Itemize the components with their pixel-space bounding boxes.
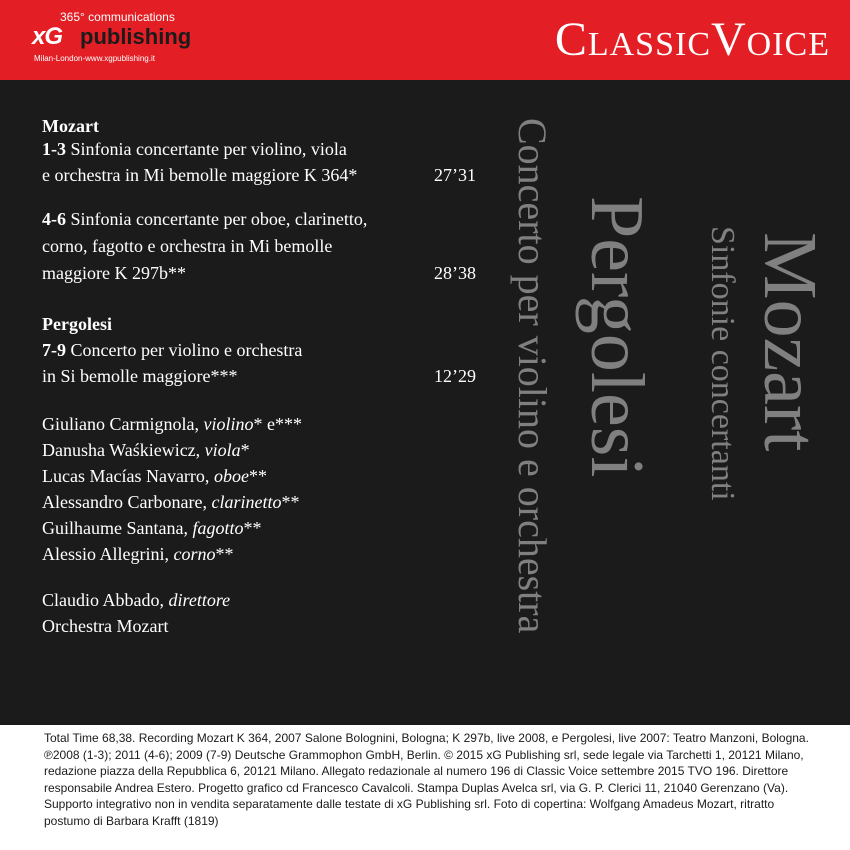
track-title: Sinfonia concertante per oboe, clarinetto, <box>66 209 368 229</box>
xg-publishing-logo <box>32 8 232 74</box>
track-title: Concerto per violino e orchestra <box>66 340 303 360</box>
composer-heading: Pergolesi <box>42 314 112 334</box>
performer-line: Guilhaume Santana, fagotto** <box>42 518 262 538</box>
cover-subtitle-concerto: Concerto per violino e orchestra <box>510 118 555 634</box>
track-title: Sinfonia concertante per violino, viola <box>66 139 347 159</box>
cover-title-pergolesi: Pergolesi <box>575 196 659 478</box>
performer-line: Alessandro Carbonare, clarinetto** <box>42 492 300 512</box>
track-1-3-duration: 27’31 <box>434 165 476 185</box>
performer-line: Giuliano Carmignola, violino* e*** <box>42 414 302 434</box>
cover-subtitle-sinfonie: Sinfonie concertanti <box>704 226 741 501</box>
logo-publishing: publishing <box>80 24 192 49</box>
track-4-6-duration: 28’38 <box>434 263 476 283</box>
cover-title-mozart: Mozart <box>748 232 832 452</box>
logo-xg: xG <box>32 23 63 50</box>
composer-heading: Mozart <box>42 116 99 136</box>
track-number: 1-3 <box>42 139 66 159</box>
logo-tagline: 365° communications <box>60 10 175 24</box>
track-number: 7-9 <box>42 340 66 360</box>
header-bar <box>0 0 850 80</box>
track-7-9-line-2: in Si bemolle maggiore*** <box>42 366 238 386</box>
track-7-9-duration: 12’29 <box>434 366 476 386</box>
classic-voice-brand: ClassicVoice <box>554 13 830 66</box>
track-4-6-line-1 <box>42 206 367 232</box>
track-7-9-line-1 <box>42 337 302 363</box>
orchestra-line: Orchestra Mozart <box>42 616 169 636</box>
credits-footer <box>0 725 850 850</box>
track-4-6-line-3: maggiore K 297b** <box>42 263 186 283</box>
credits-text: Total Time 68,38. Recording Mozart K 364, 2007 Salone Bolognini, Bologna; K 297b, live 2008, e Pergolesi, live 2007: Teatro Manzoni, Bologna. ℗2008 (1-3); 2011 (4-6); 2009 (7-9) Deutsche Grammophon GmbH, Berlin. © 2015 xG Publishing srl, sede legale via Tarchetti 1, 20121 Milano, redazione piazza della Repubblica 6, 20121 Milano. Allegato redazionale al numero 196 di Classic Voice settembre 2015 TVO 196. Direttore responsabile Andrea Estero. Progetto grafico cd Francesco Cavalcoli. Stampa Duplas Avelca srl, via G. P. Clerici 11, 21040 Gerenzano (Va). Supporto integrativo non in vendita separatamente dalle testate di xG Publishing srl. Foto di copertina: Wolfgang Amadeus Mozart, ritratto postumo di Barbara Krafft (1819) <box>44 731 809 828</box>
track-1-3-line-1 <box>42 136 347 162</box>
track-number: 4-6 <box>42 209 66 229</box>
performer-line: Danusha Waśkiewicz, viola* <box>42 440 250 460</box>
track-4-6-line-2: corno, fagotto e orchestra in Mi bemolle <box>42 236 333 256</box>
conductor-line: Claudio Abbado, direttore <box>42 590 231 610</box>
logo-cities: Milan-London-www.xgpublishing.it <box>34 54 155 63</box>
performer-line: Lucas Macías Navarro, oboe** <box>42 466 267 486</box>
track-1-3-line-2: e orchestra in Mi bemolle maggiore K 364* <box>42 165 358 185</box>
performer-line: Alessio Allegrini, corno** <box>42 544 234 564</box>
